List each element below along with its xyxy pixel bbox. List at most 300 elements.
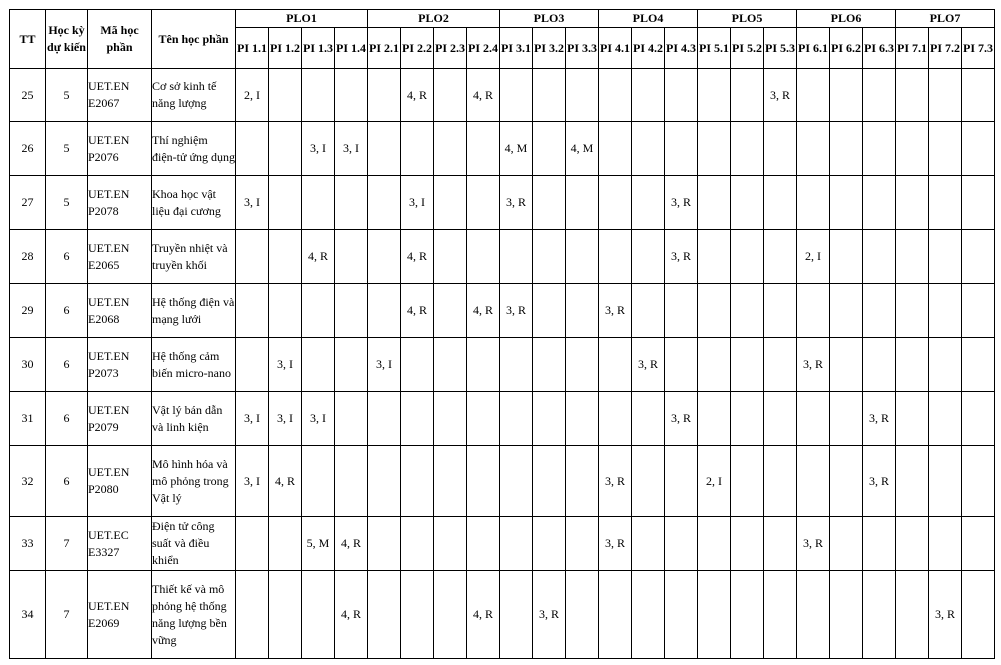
pi-cell — [533, 392, 566, 446]
header-semester: Học kỳ dự kiến — [46, 10, 88, 69]
pi-cell — [830, 571, 863, 659]
pi-cell — [566, 446, 599, 517]
pi-cell — [929, 338, 962, 392]
pi-cell — [698, 284, 731, 338]
pi-cell — [896, 284, 929, 338]
pi-cell — [599, 338, 632, 392]
pi-cell — [731, 230, 764, 284]
pi-cell — [368, 230, 401, 284]
header-pi: PI 1.4 — [335, 28, 368, 69]
pi-cell: 3, R — [533, 571, 566, 659]
row-course-code: UET.EN P2073 — [88, 338, 152, 392]
pi-cell — [434, 446, 467, 517]
pi-cell — [962, 69, 995, 122]
pi-cell — [896, 69, 929, 122]
pi-cell: 3, R — [764, 69, 797, 122]
pi-cell: 3, I — [236, 446, 269, 517]
pi-cell — [764, 571, 797, 659]
pi-cell — [434, 176, 467, 230]
pi-cell — [764, 517, 797, 571]
row-tt: 34 — [10, 571, 46, 659]
pi-cell — [698, 338, 731, 392]
row-semester: 6 — [46, 230, 88, 284]
pi-cell — [797, 69, 830, 122]
pi-cell — [401, 571, 434, 659]
pi-cell: 3, R — [665, 392, 698, 446]
table-row — [10, 122, 995, 176]
pi-cell — [665, 69, 698, 122]
header-pi: PI 5.3 — [764, 28, 797, 69]
pi-cell: 4, R — [401, 284, 434, 338]
pi-cell — [797, 122, 830, 176]
header-course-code: Mã học phần — [88, 10, 152, 69]
pi-cell — [302, 571, 335, 659]
row-course-name: Hệ thống cảm biến micro-nano — [152, 338, 236, 392]
row-semester: 7 — [46, 517, 88, 571]
pi-cell — [962, 122, 995, 176]
pi-cell — [335, 284, 368, 338]
pi-cell: 4, R — [467, 69, 500, 122]
row-tt: 30 — [10, 338, 46, 392]
header-plo: PLO4 — [599, 10, 698, 28]
pi-cell — [632, 230, 665, 284]
pi-cell: 3, R — [599, 517, 632, 571]
pi-cell — [566, 392, 599, 446]
pi-cell — [929, 284, 962, 338]
row-course-code: UET.EN E2068 — [88, 284, 152, 338]
pi-cell — [731, 446, 764, 517]
pi-cell — [830, 284, 863, 338]
pi-cell — [830, 446, 863, 517]
pi-cell — [434, 284, 467, 338]
row-tt: 33 — [10, 517, 46, 571]
pi-cell: 5, M — [302, 517, 335, 571]
pi-cell — [467, 338, 500, 392]
table-row — [10, 176, 995, 230]
row-semester: 7 — [46, 571, 88, 659]
pi-cell: 4, M — [500, 122, 533, 176]
row-tt: 28 — [10, 230, 46, 284]
pi-cell — [434, 230, 467, 284]
pi-cell — [731, 122, 764, 176]
pi-cell — [368, 122, 401, 176]
pi-cell — [335, 230, 368, 284]
pi-cell — [929, 230, 962, 284]
pi-cell — [467, 230, 500, 284]
pi-cell — [566, 338, 599, 392]
pi-cell — [599, 230, 632, 284]
pi-cell — [731, 517, 764, 571]
pi-cell — [335, 392, 368, 446]
table-row — [10, 338, 995, 392]
pi-cell — [533, 446, 566, 517]
pi-cell — [863, 571, 896, 659]
header-pi: PI 3.2 — [533, 28, 566, 69]
pi-cell — [434, 517, 467, 571]
pi-cell — [566, 176, 599, 230]
pi-cell — [962, 517, 995, 571]
pi-cell — [929, 69, 962, 122]
pi-cell — [632, 284, 665, 338]
pi-cell — [896, 446, 929, 517]
pi-cell — [401, 392, 434, 446]
pi-cell — [896, 517, 929, 571]
pi-cell — [467, 446, 500, 517]
pi-cell: 2, I — [797, 230, 830, 284]
pi-cell — [698, 571, 731, 659]
pi-cell — [335, 446, 368, 517]
pi-cell — [731, 338, 764, 392]
pi-cell — [236, 338, 269, 392]
pi-cell: 4, R — [302, 230, 335, 284]
plo-matrix-table — [9, 9, 995, 659]
pi-cell — [797, 446, 830, 517]
pi-cell — [665, 122, 698, 176]
row-course-name: Hệ thống điện và mạng lưới — [152, 284, 236, 338]
pi-cell — [533, 338, 566, 392]
row-course-name: Thí nghiệm điện-tử ứng dụng — [152, 122, 236, 176]
pi-cell — [401, 122, 434, 176]
pi-cell: 3, I — [236, 392, 269, 446]
pi-cell — [500, 338, 533, 392]
pi-cell — [236, 284, 269, 338]
pi-cell: 3, R — [929, 571, 962, 659]
pi-cell — [533, 176, 566, 230]
pi-cell — [467, 517, 500, 571]
pi-cell — [566, 517, 599, 571]
header-pi: PI 3.1 — [500, 28, 533, 69]
header-pi: PI 4.1 — [599, 28, 632, 69]
pi-cell: 3, R — [797, 517, 830, 571]
pi-cell — [863, 338, 896, 392]
header-pi: PI 2.2 — [401, 28, 434, 69]
header-pi: PI 6.1 — [797, 28, 830, 69]
table-row — [10, 517, 995, 571]
pi-cell — [962, 338, 995, 392]
pi-cell — [632, 176, 665, 230]
pi-cell — [731, 69, 764, 122]
pi-cell: 3, I — [401, 176, 434, 230]
pi-cell: 4, M — [566, 122, 599, 176]
row-semester: 6 — [46, 446, 88, 517]
pi-cell — [929, 122, 962, 176]
pi-cell: 3, R — [863, 446, 896, 517]
pi-cell — [896, 230, 929, 284]
header-pi: PI 7.1 — [896, 28, 929, 69]
pi-cell: 3, I — [236, 176, 269, 230]
pi-cell — [632, 392, 665, 446]
pi-cell — [797, 571, 830, 659]
header-plo: PLO7 — [896, 10, 995, 28]
pi-cell: 3, R — [797, 338, 830, 392]
pi-cell — [401, 517, 434, 571]
table-row — [10, 446, 995, 517]
pi-cell — [533, 122, 566, 176]
pi-cell — [599, 571, 632, 659]
pi-cell — [896, 122, 929, 176]
pi-cell — [962, 392, 995, 446]
pi-cell: 3, R — [500, 284, 533, 338]
pi-cell — [797, 284, 830, 338]
pi-cell — [863, 122, 896, 176]
pi-cell — [929, 392, 962, 446]
pi-cell — [962, 284, 995, 338]
pi-cell — [500, 446, 533, 517]
pi-cell — [731, 392, 764, 446]
pi-cell — [269, 284, 302, 338]
pi-cell — [335, 69, 368, 122]
pi-cell — [500, 571, 533, 659]
pi-cell — [830, 392, 863, 446]
table-row — [10, 69, 995, 122]
header-pi: PI 6.2 — [830, 28, 863, 69]
pi-cell — [401, 446, 434, 517]
row-course-code: UET.EN P2076 — [88, 122, 152, 176]
pi-cell: 4, R — [467, 571, 500, 659]
row-semester: 6 — [46, 338, 88, 392]
header-pi: PI 2.3 — [434, 28, 467, 69]
pi-cell — [731, 176, 764, 230]
pi-cell — [698, 392, 731, 446]
pi-cell — [863, 284, 896, 338]
pi-cell — [269, 571, 302, 659]
pi-cell — [830, 69, 863, 122]
pi-cell: 3, R — [599, 446, 632, 517]
pi-cell: 4, R — [467, 284, 500, 338]
pi-cell: 4, R — [401, 230, 434, 284]
pi-cell: 3, I — [302, 392, 335, 446]
pi-cell — [566, 571, 599, 659]
pi-cell — [764, 392, 797, 446]
pi-cell: 3, I — [269, 392, 302, 446]
pi-cell — [632, 446, 665, 517]
row-semester: 6 — [46, 284, 88, 338]
pi-cell — [896, 392, 929, 446]
pi-cell — [830, 122, 863, 176]
pi-cell — [467, 176, 500, 230]
table-row — [10, 230, 995, 284]
pi-cell — [434, 338, 467, 392]
pi-cell — [500, 392, 533, 446]
row-course-code: UET.EN E2067 — [88, 69, 152, 122]
row-tt: 31 — [10, 392, 46, 446]
pi-cell — [467, 392, 500, 446]
pi-cell — [863, 517, 896, 571]
pi-cell — [830, 338, 863, 392]
pi-cell — [500, 517, 533, 571]
pi-cell — [302, 69, 335, 122]
row-course-name: Thiết kế và mô phỏng hệ thống năng lượng bền vững — [152, 571, 236, 659]
pi-cell — [698, 230, 731, 284]
pi-cell: 2, I — [698, 446, 731, 517]
pi-cell — [500, 230, 533, 284]
row-course-code: UET.EN P2079 — [88, 392, 152, 446]
pi-cell — [665, 517, 698, 571]
pi-cell — [269, 517, 302, 571]
pi-cell — [863, 176, 896, 230]
table-row — [10, 284, 995, 338]
pi-cell — [764, 230, 797, 284]
pi-cell — [962, 230, 995, 284]
header-plo: PLO3 — [500, 10, 599, 28]
header-tt: TT — [10, 10, 46, 69]
pi-cell — [566, 69, 599, 122]
pi-cell: 4, R — [335, 517, 368, 571]
pi-cell: 3, I — [335, 122, 368, 176]
pi-cell — [962, 176, 995, 230]
row-course-name: Điện tử công suất và điều khiển — [152, 517, 236, 571]
pi-cell — [401, 338, 434, 392]
pi-cell — [665, 284, 698, 338]
row-semester: 6 — [46, 392, 88, 446]
row-course-code: UET.EC E3327 — [88, 517, 152, 571]
pi-cell — [566, 230, 599, 284]
pi-cell — [467, 122, 500, 176]
header-pi: PI 1.3 — [302, 28, 335, 69]
pi-cell: 3, R — [665, 176, 698, 230]
pi-cell — [368, 176, 401, 230]
pi-cell — [698, 122, 731, 176]
pi-cell: 3, I — [269, 338, 302, 392]
header-pi: PI 2.1 — [368, 28, 401, 69]
row-tt: 26 — [10, 122, 46, 176]
row-tt: 27 — [10, 176, 46, 230]
pi-cell — [962, 446, 995, 517]
pi-cell — [764, 284, 797, 338]
pi-cell — [632, 69, 665, 122]
pi-cell — [830, 517, 863, 571]
pi-cell — [764, 338, 797, 392]
row-course-code: UET.EN E2069 — [88, 571, 152, 659]
pi-cell — [698, 176, 731, 230]
pi-cell — [335, 176, 368, 230]
pi-cell — [434, 69, 467, 122]
pi-cell — [269, 69, 302, 122]
pi-cell — [566, 284, 599, 338]
pi-cell — [830, 176, 863, 230]
pi-cell — [533, 284, 566, 338]
row-course-name: Mô hình hóa và mô phỏng trong Vật lý — [152, 446, 236, 517]
header-pi: PI 5.2 — [731, 28, 764, 69]
pi-cell: 4, R — [335, 571, 368, 659]
pi-cell — [665, 446, 698, 517]
pi-cell — [632, 517, 665, 571]
pi-cell — [599, 69, 632, 122]
header-plo: PLO2 — [368, 10, 500, 28]
header-pi: PI 7.3 — [962, 28, 995, 69]
header-pi: PI 5.1 — [698, 28, 731, 69]
row-course-name: Cơ sở kinh tế năng lượng — [152, 69, 236, 122]
pi-cell: 3, R — [500, 176, 533, 230]
header-course-name: Tên học phần — [152, 10, 236, 69]
pi-cell: 3, R — [665, 230, 698, 284]
pi-cell — [302, 446, 335, 517]
pi-cell — [698, 517, 731, 571]
pi-cell — [896, 571, 929, 659]
header-pi: PI 4.3 — [665, 28, 698, 69]
pi-cell — [797, 392, 830, 446]
pi-cell — [599, 392, 632, 446]
pi-cell — [731, 284, 764, 338]
pi-cell — [599, 122, 632, 176]
pi-cell — [929, 176, 962, 230]
pi-cell — [863, 230, 896, 284]
row-semester: 5 — [46, 176, 88, 230]
pi-cell: 3, I — [368, 338, 401, 392]
pi-cell — [698, 69, 731, 122]
pi-cell: 3, I — [302, 122, 335, 176]
pi-cell — [764, 122, 797, 176]
pi-cell: 4, R — [401, 69, 434, 122]
pi-cell — [731, 571, 764, 659]
pi-cell — [269, 122, 302, 176]
pi-cell — [368, 446, 401, 517]
pi-cell — [302, 338, 335, 392]
pi-cell — [368, 392, 401, 446]
row-course-name: Truyền nhiệt và truyền khối — [152, 230, 236, 284]
pi-cell: 3, R — [599, 284, 632, 338]
header-pi: PI 1.2 — [269, 28, 302, 69]
row-course-name: Vật lý bán dẫn và linh kiện — [152, 392, 236, 446]
pi-cell — [863, 69, 896, 122]
pi-cell — [962, 571, 995, 659]
pi-cell: 4, R — [269, 446, 302, 517]
pi-cell: 3, R — [863, 392, 896, 446]
pi-cell — [599, 176, 632, 230]
pi-cell — [632, 571, 665, 659]
header-pi: PI 6.3 — [863, 28, 896, 69]
table-row — [10, 392, 995, 446]
row-tt: 29 — [10, 284, 46, 338]
pi-cell — [236, 122, 269, 176]
pi-cell: 2, I — [236, 69, 269, 122]
pi-cell — [665, 571, 698, 659]
table-row — [10, 571, 995, 659]
pi-cell — [830, 230, 863, 284]
header-plo: PLO6 — [797, 10, 896, 28]
pi-cell — [434, 571, 467, 659]
pi-cell — [896, 338, 929, 392]
pi-cell — [434, 122, 467, 176]
header-pi: PI 7.2 — [929, 28, 962, 69]
pi-cell — [434, 392, 467, 446]
row-course-code: UET.EN P2078 — [88, 176, 152, 230]
row-course-code: UET.EN E2065 — [88, 230, 152, 284]
pi-cell — [236, 571, 269, 659]
pi-cell — [929, 517, 962, 571]
pi-cell — [896, 176, 929, 230]
pi-cell — [764, 176, 797, 230]
pi-cell — [368, 571, 401, 659]
row-course-code: UET.EN P2080 — [88, 446, 152, 517]
row-semester: 5 — [46, 122, 88, 176]
header-pi: PI 3.3 — [566, 28, 599, 69]
pi-cell — [335, 338, 368, 392]
pi-cell — [236, 517, 269, 571]
pi-cell — [368, 284, 401, 338]
pi-cell — [500, 69, 533, 122]
pi-cell — [368, 517, 401, 571]
header-pi: PI 4.2 — [632, 28, 665, 69]
pi-cell — [368, 69, 401, 122]
row-semester: 5 — [46, 69, 88, 122]
header-plo: PLO5 — [698, 10, 797, 28]
pi-cell — [269, 176, 302, 230]
header-pi: PI 2.4 — [467, 28, 500, 69]
pi-cell: 3, R — [632, 338, 665, 392]
pi-cell — [302, 284, 335, 338]
row-tt: 32 — [10, 446, 46, 517]
